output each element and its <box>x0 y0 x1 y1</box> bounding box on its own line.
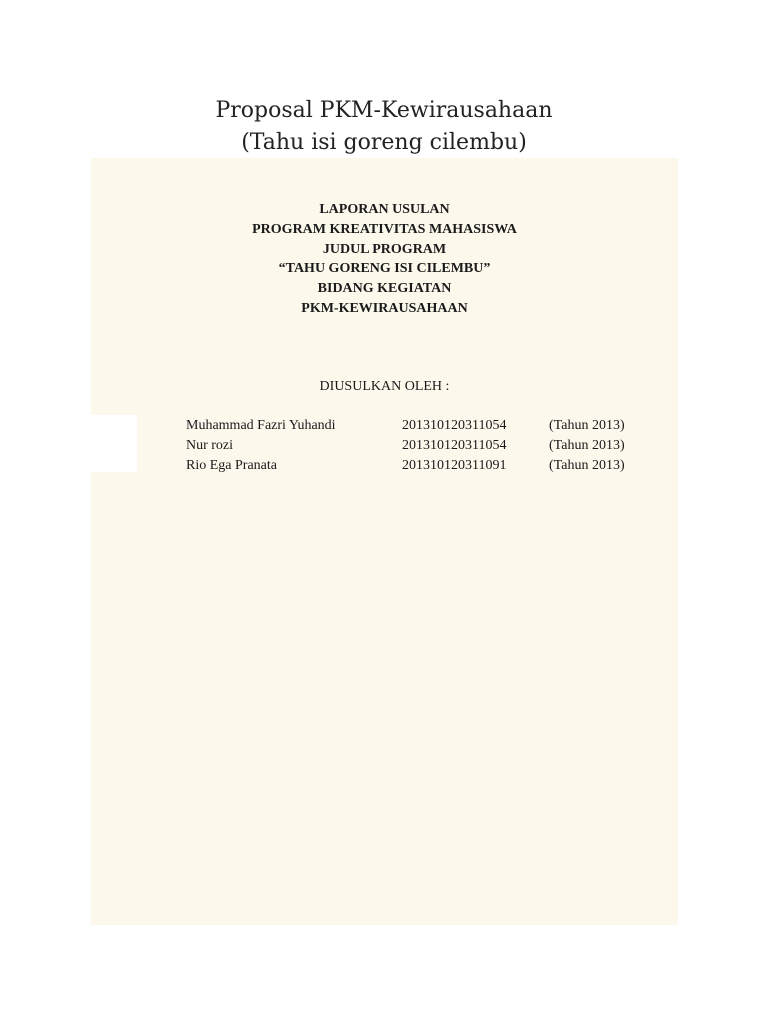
member-year: (Tahun 2013) <box>549 458 625 473</box>
document-title <box>0 95 768 159</box>
title-line-1: Proposal PKM-Kewirausahaan <box>215 98 553 123</box>
report-line-type: LAPORAN USULAN <box>319 202 450 217</box>
title-line-2: (Tahu isi goreng cilembu) <box>241 130 527 155</box>
report-line-title: “TAHU GORENG ISI CILEMBU” <box>278 261 491 277</box>
member-year: (Tahun 2013) <box>549 418 625 433</box>
member-name: Muhammad Fazri Yuhandi <box>186 418 336 433</box>
report-line-program: PROGRAM KREATIVITAS MAHASISWA <box>252 221 517 237</box>
member-name: Nur rozi <box>186 438 234 453</box>
report-heading <box>91 200 678 319</box>
proposed-by-label: DIUSULKAN OLEH : <box>319 379 450 394</box>
member-year: (Tahun 2013) <box>549 438 625 453</box>
member-name: Rio Ega Pranata <box>186 458 277 473</box>
report-line-title-label: JUDUL PROGRAM <box>322 241 447 257</box>
member-nim: 201310120311091 <box>402 458 507 473</box>
member-nim: 201310120311054 <box>402 438 507 453</box>
page-margin-notch <box>91 415 137 472</box>
report-line-field-label: BIDANG KEGIATAN <box>317 281 452 297</box>
member-nim: 201310120311054 <box>402 418 507 433</box>
report-line-field: PKM-KEWIRAUSAHAAN <box>301 300 468 316</box>
